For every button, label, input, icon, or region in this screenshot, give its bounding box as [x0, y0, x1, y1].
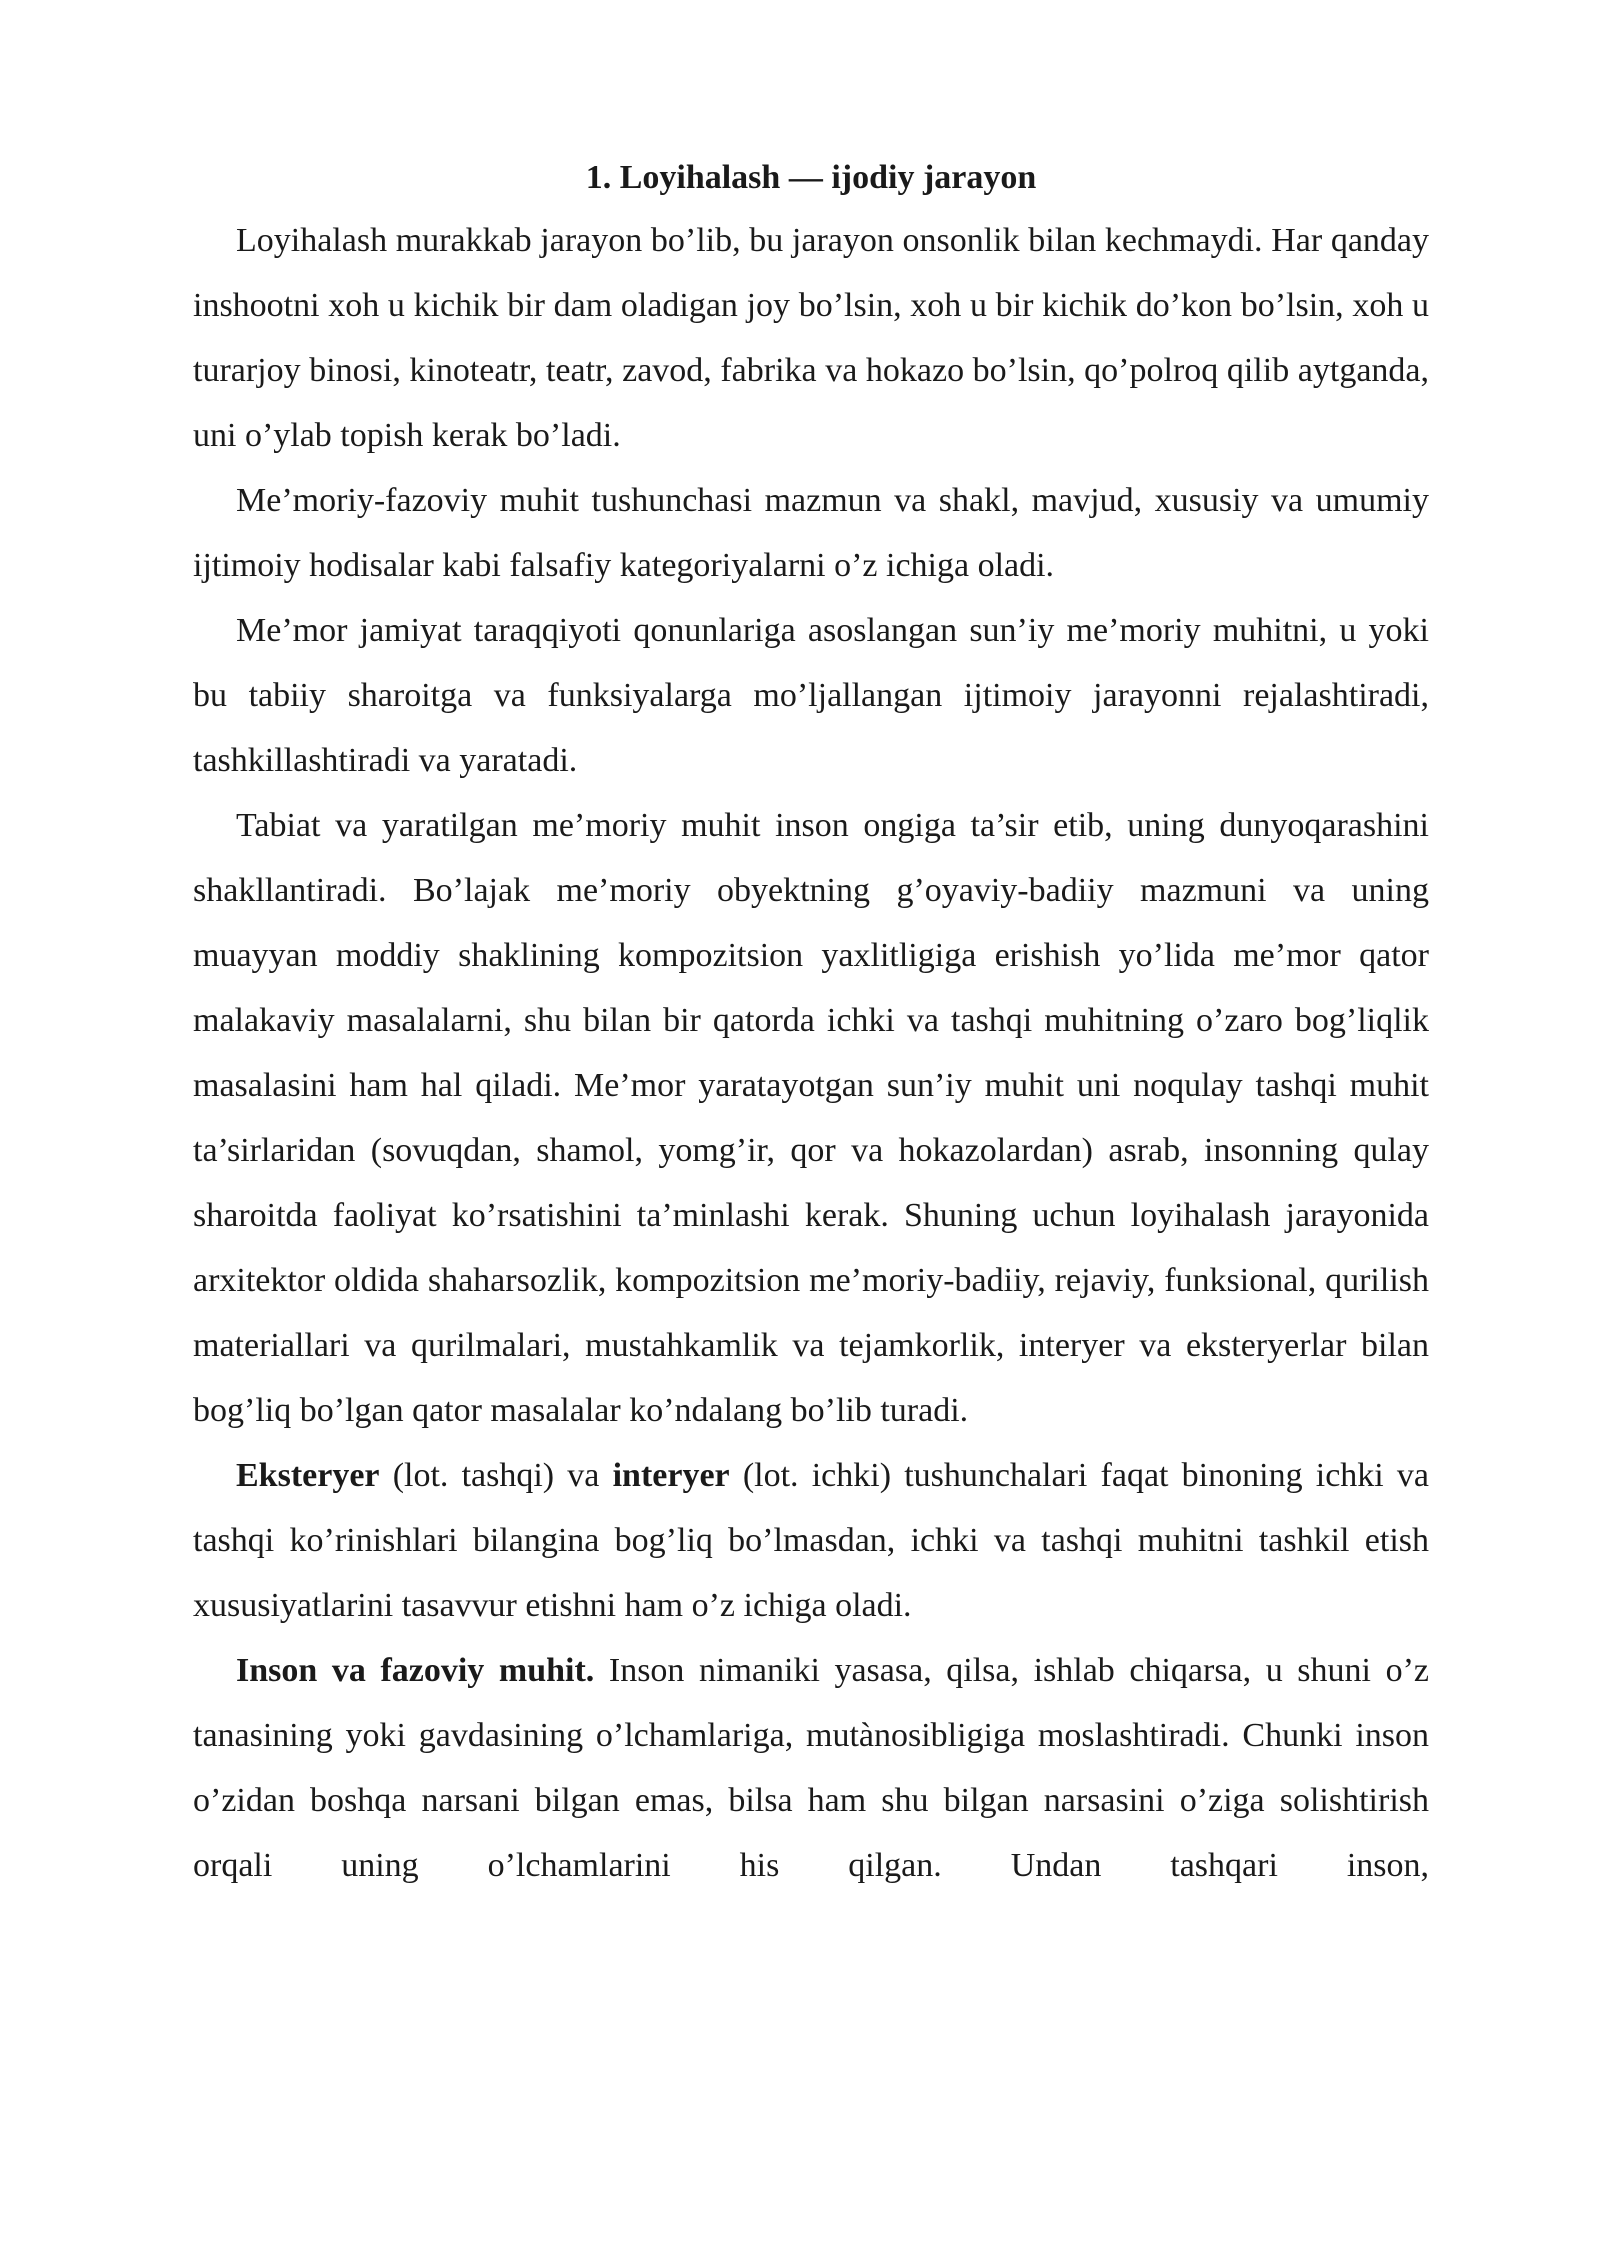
- document-page: [193, 148, 1429, 1898]
- paragraph-nature-environment: [193, 793, 1429, 1443]
- paragraph-human-space: [193, 1638, 1429, 1898]
- paragraph-text: Inson nimaniki yasasa, qilsa, ishlab chiqarsa, u shuni o’z tanasining yoki gavdasining o’lchamlariga, mutànosibligiga moslashtiradi. Chunki inson o’zidan boshqa narsani bilgan emas, bilsa ham shu bilgan narsasini o’ziga solishtirish orqali uning o’lchamlarini his qilgan. Undan tashqari inson,: [193, 1652, 1429, 1884]
- paragraph-text: (lot. ichki) tushunchalari faqat binoning ichki va tashqi ko’rinishlari bilangina bog’liq bo’lmasdan, ichki va tashqi muhitni tashkil etish xususiyatlarini tasavvur etishni ham o’z ichiga oladi.: [193, 1457, 1430, 1624]
- term-interior: interyer: [612, 1457, 730, 1494]
- paragraph-architect-role: [193, 598, 1429, 793]
- paragraph-text: Me’mor jamiyat taraqqiyoti qonunlariga asoslangan sun’iy me’moriy muhitni, u yoki bu tabiiy sharoitga va funksiyalarga mo’ljallangan ijtimoiy jarayonni rejalashtiradi, tashkillashtiradi va yaratadi.: [193, 612, 1429, 779]
- paragraph-text: (lot. tashqi) va: [379, 1457, 613, 1494]
- paragraph-spatial-environment: [193, 468, 1429, 598]
- paragraph-text: Me’moriy-fazoviy muhit tushunchasi mazmun va shakl, mavjud, xususiy va umumiy ijtimoiy hodisalar kabi falsafiy kategoriyalarni o’z ichiga oladi.: [193, 482, 1429, 584]
- term-exterior: Eksteryer: [236, 1457, 380, 1494]
- paragraph-text: Loyihalash murakkab jarayon bo’lib, bu jarayon onsonlik bilan kechmaydi. Har qanday inshootni xoh u kichik bir dam oladigan joy bo’lsin, xoh u bir kichik do’kon bo’lsin, xoh u turarjoy binosi, kinoteatr, teatr, zavod, fabrika va hokazo bo’lsin, qo’polroq qilib aytganda, uni o’ylab topish kerak bo’ladi.: [193, 222, 1429, 454]
- paragraph-design-process: [193, 208, 1429, 468]
- section-title: 1. Loyihalash — ijodiy jarayon: [585, 159, 1037, 196]
- paragraph-text: Tabiat va yaratilgan me’moriy muhit inson ongiga ta’sir etib, uning dunyoqarashini shakllantiradi. Bo’lajak me’moriy obyektning g’oyaviy-badiiy mazmuni va uning muayyan moddiy shaklining kompozitsion yaxlitligiga erishish yo’lida me’mor qator malakaviy masalalarni, shu bilan bir qatorda ichki va tashqi muhitning o’zaro bog’liqlik masalasini ham hal qiladi. Me’mor yaratayotgan sun’iy muhit uni noqulay tashqi muhit ta’sirlaridan (sovuqdan, shamol, yomg’ir, qor va hokazolardan) asrab, insonning qulay sharoitda faoliyat ko’rsatishini ta’minlashi kerak. Shuning uchun loyihalash jarayonida arxitektor oldida shaharsozlik, kompozitsion me’moriy-badiiy, rejaviy, funksional, qurilish materiallari va qurilmalari, mustahkamlik va tejamkorlik, interyer va eksteryerlar bilan bog’liq bo’lgan qator masalalar ko’ndalang bo’lib turadi.: [193, 807, 1429, 1429]
- subheading-human-space: Inson va fazoviy muhit.: [236, 1652, 595, 1689]
- paragraph-exterior-interior: [193, 1443, 1429, 1638]
